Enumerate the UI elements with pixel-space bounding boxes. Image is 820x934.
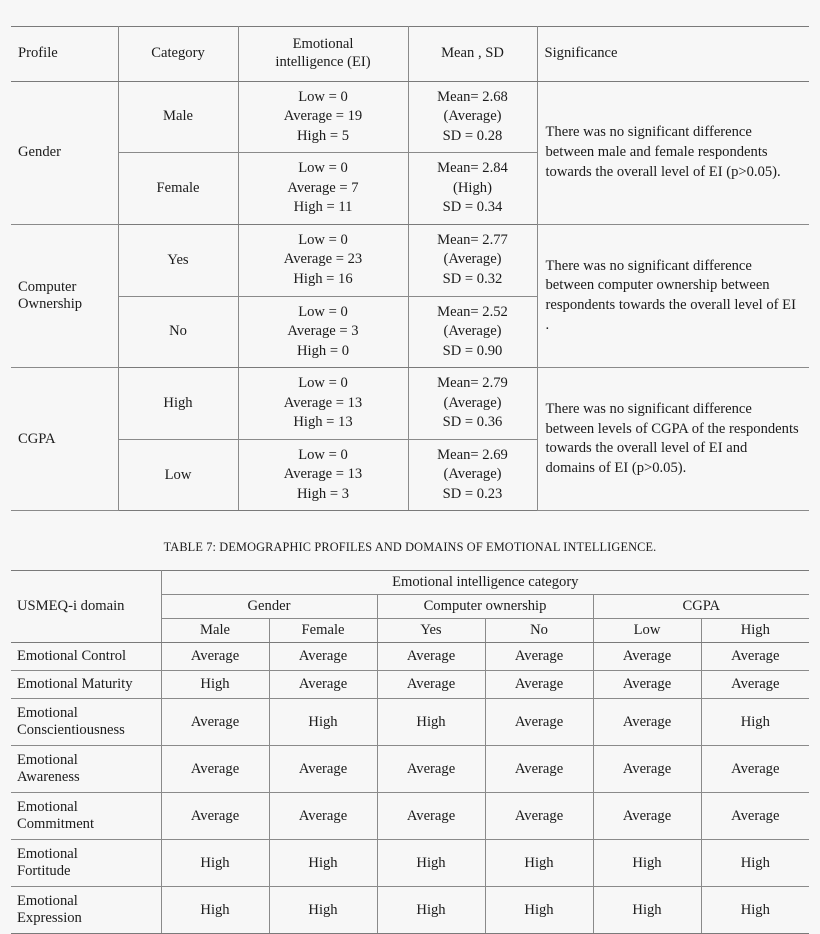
table2-domain-emotional-fortitude xyxy=(11,840,161,887)
table-row xyxy=(11,224,809,296)
table2-body xyxy=(11,643,809,934)
stat-level: (Average) xyxy=(443,251,502,268)
stat-level: (Average) xyxy=(443,466,502,483)
table2-value-yes: Average xyxy=(377,643,485,671)
table2-value-no: Average xyxy=(485,746,593,793)
table2-value-high: Average xyxy=(701,746,809,793)
table1-category-female: Female xyxy=(118,153,238,225)
ei-low: Low = 0 xyxy=(298,231,348,248)
table1-stats-gender-female xyxy=(408,153,537,225)
ei-high: High = 3 xyxy=(296,485,349,502)
table2-value-male: High xyxy=(161,887,269,934)
table2-group-header-cgpa: CGPA xyxy=(593,595,809,619)
table2-domain-emotional-awareness xyxy=(11,746,161,793)
table2-domain-emotional-expression xyxy=(11,887,161,934)
table1-significance-cgpa: There was no significant difference between levels of CGPA of the respondents towards the overall level of EI and domains of EI (p>0.05). xyxy=(537,368,809,511)
domain-line1: Emotional xyxy=(17,751,78,768)
table2-sub-header-low: Low xyxy=(593,619,701,643)
profile-line1: Computer xyxy=(18,279,77,296)
table2-domain-emotional-control: Emotional Control xyxy=(11,643,161,671)
table-row xyxy=(11,887,809,934)
ei-high: High = 0 xyxy=(296,342,349,359)
table-row xyxy=(11,81,809,153)
table1-category-cgpa-low: Low xyxy=(118,439,238,511)
table2-group-header-computer-ownership: Computer ownership xyxy=(377,595,593,619)
table2-value-female: High xyxy=(269,840,377,887)
table-row xyxy=(11,643,809,671)
domain-line1: Emotional xyxy=(17,704,78,721)
table2-domain-emotional-commitment xyxy=(11,793,161,840)
table2-sub-header-female: Female xyxy=(269,619,377,643)
table2-value-male: Average xyxy=(161,793,269,840)
ei-low: Low = 0 xyxy=(298,303,348,320)
ei-average: Average = 13 xyxy=(283,394,363,411)
table2-value-low: Average xyxy=(593,793,701,840)
table2-value-no: High xyxy=(485,887,593,934)
table2-value-male: Average xyxy=(161,643,269,671)
ei-high: High = 13 xyxy=(293,414,353,431)
ei-average: Average = 7 xyxy=(287,179,359,196)
table2-sub-header-yes: Yes xyxy=(377,619,485,643)
table2-value-female: High xyxy=(269,699,377,746)
stat-sd: SD = 0.36 xyxy=(442,414,503,431)
table1-col-header-category: Category xyxy=(118,27,238,82)
table-row xyxy=(11,671,809,699)
table-demographic-ei xyxy=(11,26,809,511)
table2-value-low: Average xyxy=(593,643,701,671)
ei-average: Average = 23 xyxy=(283,251,363,268)
domain-line2: Commitment xyxy=(17,816,95,832)
table2-row-header-label: USMEQ-i domain xyxy=(11,571,161,643)
table2-value-female: Average xyxy=(269,746,377,793)
table1-significance-gender: There was no significant difference between male and female respondents towards the overall level of EI (p>0.05). xyxy=(537,81,809,224)
table1-col-header-ei-line1: Emotional xyxy=(292,36,354,52)
table7-caption: TABLE 7: DEMOGRAPHIC PROFILES AND DOMAINS OF EMOTIONAL INTELLIGENCE. xyxy=(163,540,657,554)
table2-domain-emotional-conscientiousness xyxy=(11,699,161,746)
table2-value-low: Average xyxy=(593,671,701,699)
table1-stats-gender-male xyxy=(408,81,537,153)
stat-mean: Mean= 2.77 xyxy=(437,231,508,248)
table1-ei-cgpa-low xyxy=(238,439,408,511)
table1-stats-ownership-yes xyxy=(408,224,537,296)
table2-header xyxy=(11,571,809,643)
table2-value-yes: Average xyxy=(377,671,485,699)
table2-value-yes: High xyxy=(377,840,485,887)
table2-value-no: High xyxy=(485,840,593,887)
table1-col-header-mean-sd: Mean , SD xyxy=(408,27,537,82)
table1-col-header-significance: Significance xyxy=(537,27,809,82)
table1-category-cgpa-high: High xyxy=(118,368,238,440)
domain-line2: Awareness xyxy=(17,769,80,785)
ei-high: High = 11 xyxy=(293,199,353,216)
table2-sub-header-no: No xyxy=(485,619,593,643)
stat-mean: Mean= 2.84 xyxy=(437,160,508,177)
table2-value-male: High xyxy=(161,840,269,887)
domain-line2: Conscientiousness xyxy=(17,722,125,738)
table2-value-female: Average xyxy=(269,671,377,699)
table2-value-low: High xyxy=(593,887,701,934)
table2-value-female: Average xyxy=(269,643,377,671)
table1-profile-gender: Gender xyxy=(11,81,118,224)
table-row xyxy=(11,840,809,887)
table2-value-high: Average xyxy=(701,671,809,699)
profile-line2: Ownership xyxy=(18,296,83,313)
table2-sub-header-high: High xyxy=(701,619,809,643)
stat-level: (Average) xyxy=(443,323,502,340)
domain-line1: Emotional xyxy=(17,798,78,815)
table1-stats-cgpa-low xyxy=(408,439,537,511)
table1-header-row xyxy=(11,27,809,82)
table2-value-male: High xyxy=(161,671,269,699)
table2-value-high: Average xyxy=(701,643,809,671)
table1-stats-ownership-no xyxy=(408,296,537,368)
stat-level: (Average) xyxy=(443,108,502,125)
table-usmeq-domains-wrapper xyxy=(11,570,809,934)
table2-group-header-gender: Gender xyxy=(161,595,377,619)
table1-significance-computer-ownership: There was no significant difference between computer ownership between respondents towards the overall level of EI . xyxy=(537,224,809,367)
table2-value-yes: High xyxy=(377,699,485,746)
table2-super-header-row xyxy=(11,571,809,595)
stat-sd: SD = 0.32 xyxy=(442,270,503,287)
stat-level: (Average) xyxy=(443,394,502,411)
table2-value-female: Average xyxy=(269,793,377,840)
table1-col-header-ei-line2: intelligence (EI) xyxy=(275,53,371,70)
table2-value-no: Average xyxy=(485,671,593,699)
domain-line2: Fortitude xyxy=(17,863,71,879)
table-row xyxy=(11,746,809,793)
table2-value-high: High xyxy=(701,840,809,887)
domain-line1: Emotional xyxy=(17,845,78,862)
stat-mean: Mean= 2.68 xyxy=(437,88,508,105)
table1-col-header-ei xyxy=(238,27,408,82)
stat-sd: SD = 0.90 xyxy=(442,342,503,359)
table1-ei-cgpa-high xyxy=(238,368,408,440)
table2-value-male: Average xyxy=(161,746,269,793)
table2-domain-emotional-maturity: Emotional Maturity xyxy=(11,671,161,699)
stat-sd: SD = 0.23 xyxy=(442,485,503,502)
stat-mean: Mean= 2.79 xyxy=(437,375,508,392)
table1-category-yes: Yes xyxy=(118,224,238,296)
table2-value-low: Average xyxy=(593,746,701,793)
table2-value-high: Average xyxy=(701,793,809,840)
ei-low: Low = 0 xyxy=(298,446,348,463)
stat-level: (High) xyxy=(453,179,492,196)
table1-profile-cgpa: CGPA xyxy=(11,368,118,511)
table2-value-no: Average xyxy=(485,643,593,671)
table1-ei-gender-male xyxy=(238,81,408,153)
table1-body xyxy=(11,81,809,511)
table2-value-male: Average xyxy=(161,699,269,746)
table2-value-no: Average xyxy=(485,699,593,746)
table2-value-yes: Average xyxy=(377,793,485,840)
table1-col-header-profile: Profile xyxy=(11,27,118,82)
ei-average: Average = 13 xyxy=(283,466,363,483)
table2-super-header-ei-category: Emotional intelligence category xyxy=(161,571,809,595)
table2-value-low: High xyxy=(593,840,701,887)
ei-low: Low = 0 xyxy=(298,88,348,105)
table2-value-high: High xyxy=(701,699,809,746)
table1-category-no: No xyxy=(118,296,238,368)
stat-sd: SD = 0.34 xyxy=(442,199,503,216)
table-row xyxy=(11,793,809,840)
table2-sub-header-male: Male xyxy=(161,619,269,643)
ei-low: Low = 0 xyxy=(298,160,348,177)
table1-header xyxy=(11,27,809,82)
table1-category-male: Male xyxy=(118,81,238,153)
domain-line1: Emotional xyxy=(17,892,78,909)
table1-profile-computer-ownership xyxy=(11,224,118,367)
ei-high: High = 5 xyxy=(296,127,349,144)
table-demographic-ei-wrapper xyxy=(11,26,809,511)
ei-average: Average = 3 xyxy=(287,323,359,340)
table2-value-high: High xyxy=(701,887,809,934)
ei-average: Average = 19 xyxy=(283,108,363,125)
table2-value-yes: Average xyxy=(377,746,485,793)
domain-line2: Expression xyxy=(17,910,82,926)
stat-mean: Mean= 2.69 xyxy=(437,446,508,463)
table-row xyxy=(11,368,809,440)
table2-value-female: High xyxy=(269,887,377,934)
table2-value-yes: High xyxy=(377,887,485,934)
table1-ei-gender-female xyxy=(238,153,408,225)
table1-ei-ownership-yes xyxy=(238,224,408,296)
table2-value-low: Average xyxy=(593,699,701,746)
ei-low: Low = 0 xyxy=(298,375,348,392)
table2-value-no: Average xyxy=(485,793,593,840)
table1-stats-cgpa-high xyxy=(408,368,537,440)
stat-sd: SD = 0.28 xyxy=(442,127,503,144)
table1-ei-ownership-no xyxy=(238,296,408,368)
ei-high: High = 16 xyxy=(293,270,353,287)
stat-mean: Mean= 2.52 xyxy=(437,303,508,320)
table-row xyxy=(11,699,809,746)
table-usmeq-domains xyxy=(11,570,809,934)
